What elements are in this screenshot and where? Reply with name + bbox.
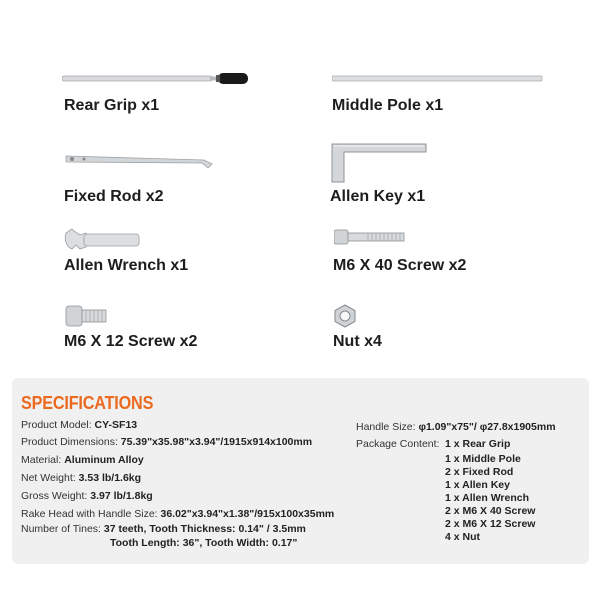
- m6x12-screw-image: [64, 304, 108, 328]
- part-label-allen-wrench: Allen Wrench x1: [64, 257, 189, 274]
- part-label-nut: Nut x4: [333, 333, 382, 350]
- package-item: 2 x Fixed Rod: [445, 466, 514, 478]
- package-item: 2 x M6 X 12 Screw: [445, 518, 536, 530]
- specifications-panel: [12, 378, 589, 564]
- specifications-title: SPECIFICATIONS: [21, 393, 154, 413]
- middle-pole-image: [332, 70, 544, 90]
- part-label-m6x12-screw: M6 X 12 Screw x2: [64, 333, 198, 350]
- package-item: 4 x Nut: [445, 531, 481, 543]
- allen-wrench-image: [62, 225, 142, 255]
- package-item: 1 x Rear Grip: [445, 438, 511, 450]
- spec-material: Material: Aluminum Alloy: [21, 454, 144, 466]
- spec-tines-line2: Tooth Length: 36", Tooth Width: 0.17": [110, 537, 298, 549]
- package-item: 2 x M6 X 40 Screw: [445, 505, 536, 517]
- allen-key-image: [330, 138, 430, 186]
- fixed-rod-image: [64, 148, 222, 174]
- spec-net-weight: Net Weight: 3.53 lb/1.6kg: [21, 472, 142, 484]
- part-label-fixed-rod: Fixed Rod x2: [64, 188, 164, 205]
- package-item: 1 x Allen Key: [445, 479, 510, 491]
- part-label-rear-grip: Rear Grip x1: [64, 97, 160, 114]
- m6x40-screw-image: [334, 228, 406, 246]
- spec-product-model: Product Model: CY-SF13: [21, 419, 138, 431]
- package-item: 1 x Allen Wrench: [445, 492, 530, 504]
- part-label-middle-pole: Middle Pole x1: [332, 97, 444, 114]
- spec-handle-size: Handle Size: φ1.09"x75"/ φ27.8x1905mm: [356, 421, 556, 433]
- rear-grip-image: [62, 70, 252, 90]
- part-label-m6x40-screw: M6 X 40 Screw x2: [333, 257, 467, 274]
- spec-product-dimensions: Product Dimensions: 75.39"x35.98"x3.94"/1915x914x100mm: [21, 436, 313, 448]
- spec-number-of-tines: Number of Tines: 37 teeth, Tooth Thickness: 0.14" / 3.5mm: [21, 523, 306, 535]
- spec-package-content-label: Package Content:: [356, 438, 440, 450]
- nut-image: [333, 304, 357, 328]
- spec-gross-weight: Gross Weight: 3.97 lb/1.8kg: [21, 490, 153, 502]
- package-item: 1 x Middle Pole: [445, 453, 521, 465]
- spec-rake-head-size: Rake Head with Handle Size: 36.02"x3.94"x1.38"/915x100x35mm: [21, 508, 335, 520]
- part-label-allen-key: Allen Key x1: [330, 188, 426, 205]
